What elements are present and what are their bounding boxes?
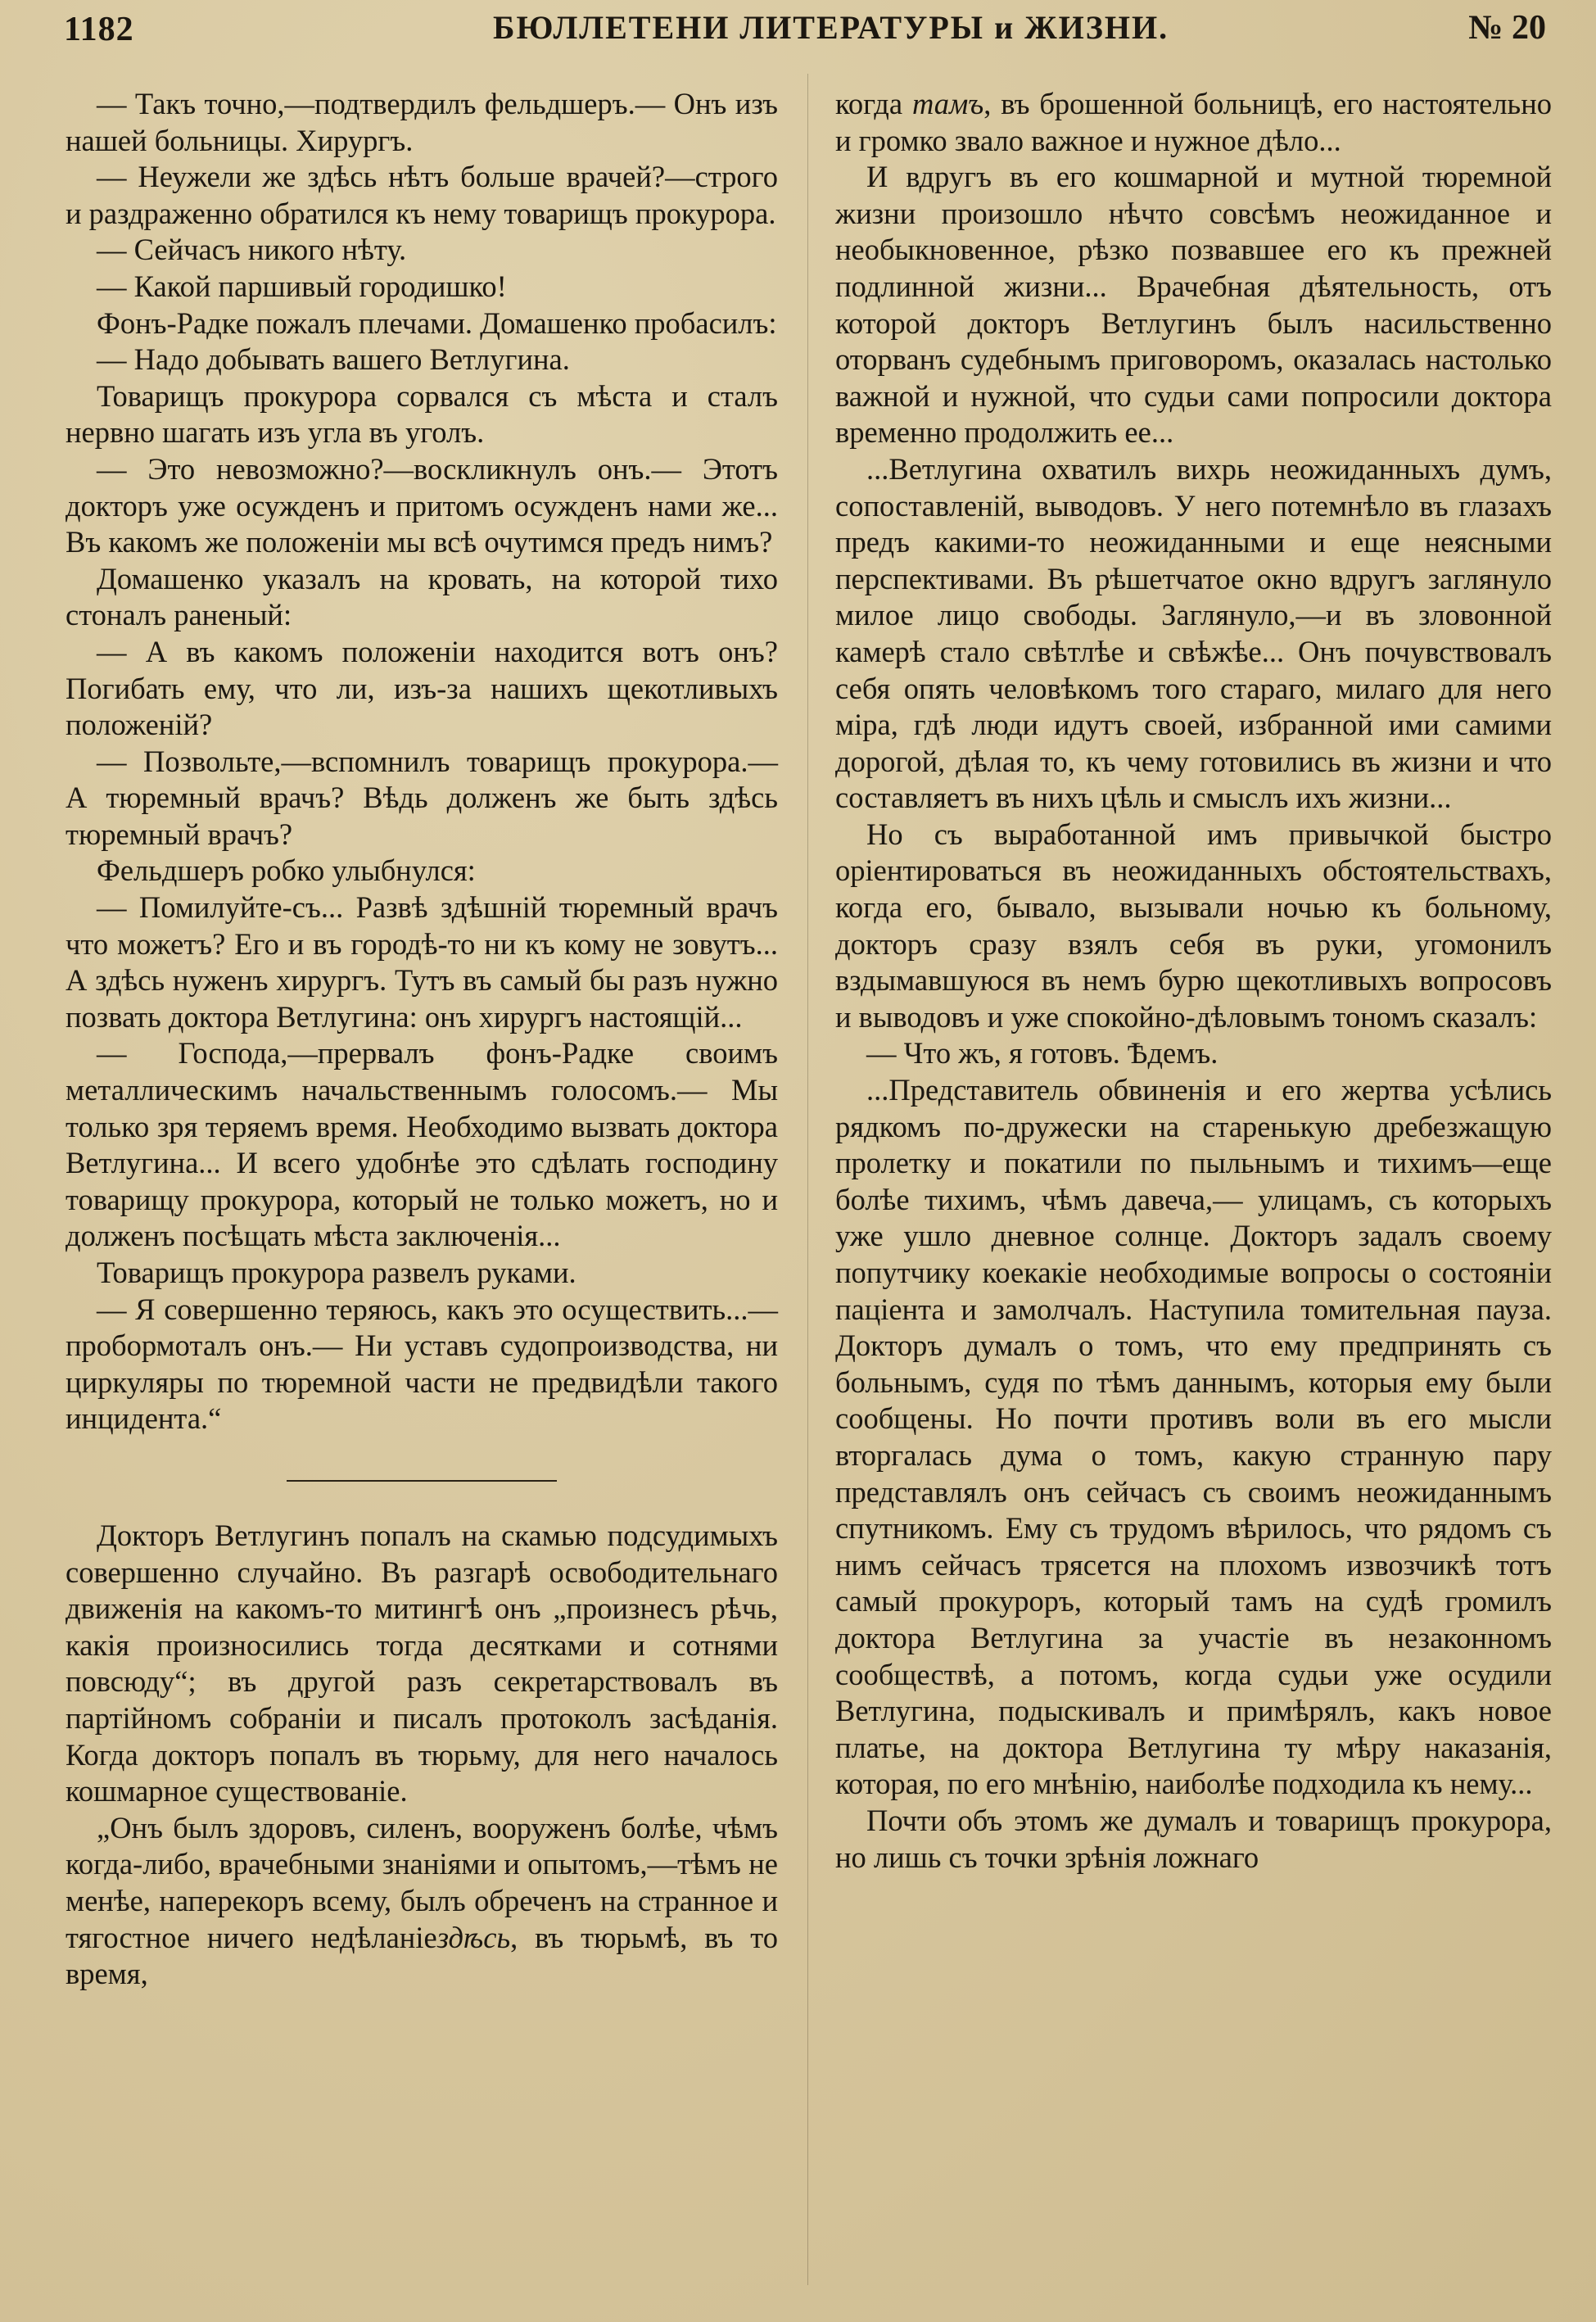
first-post: , въ брошенной больницѣ, его настоятельно и громко звало важное и нужное дѣло... [835,87,1552,157]
paragraph: — Какой паршивый городишко! [97,269,507,303]
paragraph: — Я совершенно теряюсь, какъ это осуществить...—пробормоталъ онъ.— Ни уставъ судопроизводства, ни циркуляры по тюремной части не предвидѣли такого инцидента.“ [66,1292,778,1436]
first-pre: когда [835,87,912,120]
right-column-paragraphs [835,159,1552,1876]
paragraph: — Господа,—прервалъ фонъ-Радке своимъ металлическимъ начальственнымъ голосомъ.— Мы только зря теряемъ время. Необходимо вызвать доктора Ветлугина... И всего удобнѣе это сдѣлать господину товарищу прокурора, который не только можетъ, но и долженъ посѣщать мѣста заключенія... [66,1036,778,1253]
paragraph: — Это невозможно?—воскликнулъ онъ.— Этотъ докторъ уже осужденъ и притомъ осужденъ нами же... Въ какомъ же положеніи мы всѣ очутимся предъ нимъ? [66,451,778,559]
left-column-dialogue [66,86,778,1437]
italic-word: здѣсь [436,1920,511,1954]
paragraph: Докторъ Ветлугинъ попалъ на скамью подсудимыхъ совершенно случайно. Въ разгарѣ освободительнаго движенія на какомъ-то митингѣ онъ „произнесъ рѣчь, какія произносились тогда десятками и сотнями повсюду“; въ другой разъ секретарствовалъ въ партійномъ собраніи и писалъ протоколъ засѣданія. Когда докторъ попалъ въ тюрьму, для него началось кошмарное существованіе. [66,1518,778,1808]
paragraph: — Что жъ, я готовъ. Ѣдемъ. [866,1036,1218,1070]
column-divider [807,74,808,2285]
left-column-narrative [66,1518,778,1810]
paragraph: — Позвольте,—вспомнилъ товарищъ прокурора.— А тюремный врачъ? Вѣдь долженъ же быть здѣсь тюремный врачъ? [66,744,778,851]
paragraph: Фельдшеръ робко улыбнулся: [97,853,476,888]
page-number: 1182 [64,11,134,48]
tail-rest: , въ тюрьмѣ, въ то время, [66,1920,778,1991]
paragraph: — А въ какомъ положеніи находится вотъ онъ? Погибать ему, что ли, изъ-за нашихъ щекотливыхъ положеній? [66,634,778,742]
paragraph: Но съ выработанной имъ привычкой быстро оріентироваться въ неожиданныхъ обстоятельствахъ, когда его, бывало, вызывали ночью къ больному, докторъ сразу взялъ себя въ руки, угомонилъ вздымавшуюся въ немъ бурю щекотливыхъ вопросовъ и выводовъ и уже спокойно-дѣловымъ тономъ сказалъ: [835,817,1552,1034]
paragraph: — Такъ точно,—подтвердилъ фельдшеръ.— Онъ изъ нашей больницы. Хирургъ. [66,87,778,157]
paragraph: Товарищъ прокурора сорвался съ мѣста и сталъ нервно шагать изъ угла въ уголъ. [66,378,778,450]
page-header [59,3,1549,52]
paragraph: ...Ветлугина охватилъ вихрь неожиданныхъ думъ, сопоставленій, выводовъ. У него потемнѣло въ глазахъ предъ какими-то неожиданными и еще неясными перспективами. Въ рѣшетчатое окно вдругъ заглянуло милое лицо свободы. Заглянуло,—и въ зловонной камерѣ стало свѣтлѣе и свѣжѣе... Онъ почувствовалъ себя опять человѣкомъ того стараго, милаго для него міра, гдѣ люди идутъ своей, избранной ими самими дорогой, дѣлая то, къ чему готовились въ жизни и что составляетъ въ нихъ цѣль и смыслъ ихъ жизни... [835,451,1552,815]
issue-number: № 20 [1468,9,1546,47]
paragraph: — Надо добывать вашего Ветлугина. [97,342,570,377]
right-column [835,86,1552,1876]
right-column-first-paragraph [835,86,1552,159]
paragraph: Домашенко указалъ на кровать, на которой тихо стоналъ раненый: [66,561,778,632]
paragraph: — Помилуйте-съ... Развѣ здѣшній тюремный врачъ что можетъ? Его и въ городѣ-то ни къ кому не зовутъ... А здѣсь нуженъ хирургъ. Тутъ въ самый бы разъ нужно позвать доктора Ветлугина: онъ хирургъ настоящій... [66,890,778,1034]
running-title: БЮЛЛЕТЕНИ ЛИТЕРАТУРЫ и ЖИЗНИ. [493,9,1169,46]
italic-word: тамъ [911,87,984,120]
paragraph: И вдругъ въ его кошмарной и мутной тюремной жизни произошло нѣчто совсѣмъ неожиданное и необыкновенное, рѣзко позвавшее его къ прежней подлинной жизни... Врачебная дѣятельность, отъ которой докторъ Ветлугинъ былъ насильственно оторванъ судебнымъ приговоромъ, оказалась настолько важной и нужной, что судьи сами попросили доктора временно продолжить ее... [835,160,1552,450]
left-column [66,86,778,1993]
paragraph: Почти объ этомъ же думалъ и товарищъ прокурора, но лишь съ точки зрѣнія ложнаго [835,1803,1552,1874]
paragraph: ...Представитель обвиненія и его жертва усѣлись рядкомъ по-дружески на старенькую дребезжащую пролетку и покатили по пыльнымъ и тихимъ—еще болѣе тихимъ, чѣмъ давеча,— улицамъ, съ которыхъ уже ушло дневное солнце. Докторъ задалъ своему попутчику коекакіе необходимые вопросы о состояніи паціента и замолчалъ. Наступила томительная пауза. Докторъ думалъ о томъ, что ему предпринять съ больнымъ, судя по тѣмъ даннымъ, которыя ему были сообщены. Но почти противъ воли въ его мысли вторгалась дума о томъ, какую странную пару представлялъ онъ сейчасъ съ своимъ неожиданнымъ спутникомъ. Ему съ трудомъ вѣрилось, что рядомъ съ нимъ сейчасъ трясется на плохомъ извозчикѣ тотъ самый прокуроръ, который тамъ на судѣ громилъ доктора Ветлугина за участіе въ незаконномъ сообществѣ, а потомъ, когда судьи уже осудили Ветлугина, подыскивалъ и примѣрялъ, какъ новое платье, на доктора Ветлугина ту мѣру наказанія, которая, по его мнѣнію, наиболѣе подходила къ нему... [835,1073,1552,1801]
left-column-last-line [66,1810,778,1993]
paragraph-lead: „Онъ былъ здоровъ, силенъ, вооруженъ болѣе, чѣмъ когда-либо, врачебными знаніями и опытомъ,—тѣмъ не менѣе, наперекоръ всему, былъ обреченъ на странное и тягостное ничего недѣланіе [66,1810,778,1954]
paragraph: Фонъ-Радке пожалъ плечами. Домашенко пробасилъ: [97,306,777,340]
paragraph: Товарищъ прокурора развелъ руками. [97,1256,576,1289]
paragraph: — Сейчасъ никого нѣту. [97,233,407,267]
section-separator [287,1480,557,1482]
paragraph: — Неужели же здѣсь нѣтъ больше врачей?—строго и раздраженно обратился къ нему товарищъ прокурора. [66,160,778,230]
